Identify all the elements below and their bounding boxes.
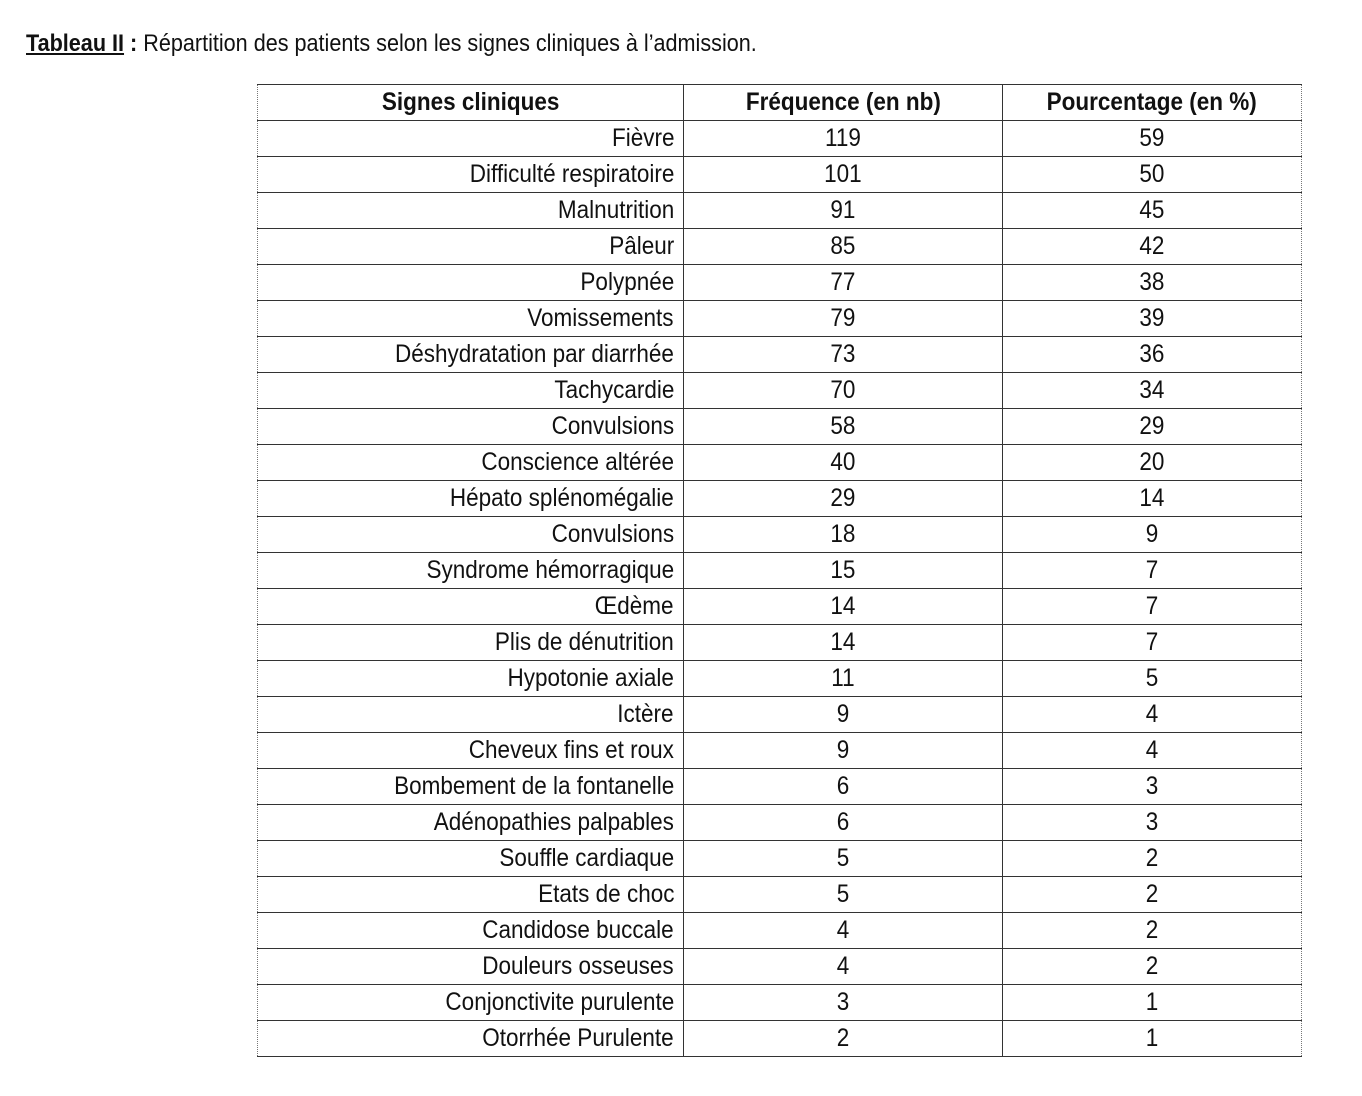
cell-frequence xyxy=(684,301,1003,337)
cell-value: Otorrhée Purulente xyxy=(482,1024,674,1052)
cell-pourcentage xyxy=(1003,877,1302,913)
cell-pourcentage xyxy=(1003,985,1302,1021)
cell-pourcentage xyxy=(1003,157,1302,193)
cell-value: 79 xyxy=(830,304,856,332)
cell-pourcentage xyxy=(1003,301,1302,337)
cell-value: 14 xyxy=(830,628,856,656)
cell-value: 7 xyxy=(1145,556,1159,584)
table-row xyxy=(258,697,1302,733)
table-row xyxy=(258,517,1302,553)
cell-value: 29 xyxy=(1139,412,1165,440)
cell-value: 39 xyxy=(1139,304,1165,332)
cell-value: 7 xyxy=(1145,592,1159,620)
cell-value: Polypnée xyxy=(580,268,674,296)
cell-pourcentage xyxy=(1003,553,1302,589)
cell-value: 1 xyxy=(1145,1024,1159,1052)
cell-frequence xyxy=(684,841,1003,877)
cell-signe xyxy=(258,805,684,841)
cell-signe xyxy=(258,409,684,445)
cell-value: 18 xyxy=(830,520,856,548)
cell-value: 50 xyxy=(1139,160,1165,188)
cell-value: 9 xyxy=(836,736,850,764)
cell-value: 9 xyxy=(1145,520,1159,548)
clinical-signs-table xyxy=(257,84,1302,1057)
cell-value: 34 xyxy=(1139,376,1165,404)
cell-value: 29 xyxy=(830,484,856,512)
cell-value: 4 xyxy=(1145,736,1159,764)
cell-value: Souffle cardiaque xyxy=(499,844,674,872)
cell-value: Ictère xyxy=(617,700,674,728)
cell-frequence xyxy=(684,121,1003,157)
cell-value: Plis de dénutrition xyxy=(495,628,674,656)
cell-pourcentage xyxy=(1003,769,1302,805)
cell-pourcentage xyxy=(1003,337,1302,373)
cell-value: Etats de choc xyxy=(537,880,674,908)
cell-value: 38 xyxy=(1139,268,1165,296)
cell-signe xyxy=(258,913,684,949)
table-row xyxy=(258,589,1302,625)
cell-value: 3 xyxy=(836,988,850,1016)
table-row xyxy=(258,337,1302,373)
cell-pourcentage xyxy=(1003,625,1302,661)
cell-value: 14 xyxy=(830,592,856,620)
cell-pourcentage xyxy=(1003,481,1302,517)
cell-frequence xyxy=(684,229,1003,265)
cell-frequence xyxy=(684,769,1003,805)
cell-value: Douleurs osseuses xyxy=(482,952,674,980)
header-label: Pourcentage (en %) xyxy=(1046,88,1258,116)
cell-value: 5 xyxy=(836,880,850,908)
cell-pourcentage xyxy=(1003,229,1302,265)
cell-value: Hépato splénomégalie xyxy=(450,484,674,512)
cell-pourcentage xyxy=(1003,697,1302,733)
cell-value: 2 xyxy=(1145,844,1159,872)
cell-frequence xyxy=(684,157,1003,193)
cell-pourcentage xyxy=(1003,589,1302,625)
cell-pourcentage xyxy=(1003,193,1302,229)
cell-value: 73 xyxy=(830,340,856,368)
cell-value: 85 xyxy=(830,232,856,260)
cell-signe xyxy=(258,301,684,337)
cell-frequence xyxy=(684,337,1003,373)
cell-value: 7 xyxy=(1145,628,1159,656)
table-row xyxy=(258,445,1302,481)
cell-value: 58 xyxy=(830,412,856,440)
cell-value: 101 xyxy=(824,160,862,188)
table-row xyxy=(258,985,1302,1021)
table-row xyxy=(258,481,1302,517)
cell-pourcentage xyxy=(1003,517,1302,553)
cell-value: 91 xyxy=(830,196,856,224)
table-row xyxy=(258,121,1302,157)
cell-value: 1 xyxy=(1145,988,1159,1016)
cell-frequence xyxy=(684,265,1003,301)
cell-frequence xyxy=(684,877,1003,913)
cell-value: Œdème xyxy=(595,592,674,620)
cell-signe xyxy=(258,697,684,733)
cell-signe xyxy=(258,841,684,877)
cell-value: Vomissements xyxy=(527,304,674,332)
cell-signe xyxy=(258,373,684,409)
cell-value: Bombement de la fontanelle xyxy=(393,772,674,800)
cell-pourcentage xyxy=(1003,805,1302,841)
header-frequence xyxy=(684,85,1003,121)
cell-pourcentage xyxy=(1003,409,1302,445)
cell-value: 4 xyxy=(1145,700,1159,728)
cell-frequence xyxy=(684,733,1003,769)
cell-value: 6 xyxy=(836,808,850,836)
cell-value: 36 xyxy=(1139,340,1165,368)
cell-pourcentage xyxy=(1003,121,1302,157)
header-pourcentage xyxy=(1003,85,1302,121)
cell-value: 59 xyxy=(1139,124,1165,152)
cell-frequence xyxy=(684,553,1003,589)
cell-signe xyxy=(258,877,684,913)
cell-value: 14 xyxy=(1139,484,1165,512)
table-row xyxy=(258,1021,1302,1057)
table-row xyxy=(258,193,1302,229)
cell-value: 9 xyxy=(836,700,850,728)
cell-signe xyxy=(258,229,684,265)
cell-frequence xyxy=(684,373,1003,409)
table-row xyxy=(258,157,1302,193)
cell-value: 2 xyxy=(836,1024,850,1052)
cell-value: 11 xyxy=(831,664,855,692)
cell-value: 5 xyxy=(836,844,850,872)
table-row xyxy=(258,805,1302,841)
table-row xyxy=(258,841,1302,877)
caption-label: Tableau II xyxy=(26,30,125,57)
cell-signe xyxy=(258,769,684,805)
cell-frequence xyxy=(684,589,1003,625)
table-row xyxy=(258,913,1302,949)
table-row xyxy=(258,733,1302,769)
table-caption xyxy=(26,28,757,60)
table-row xyxy=(258,553,1302,589)
cell-value: Déshydratation par diarrhée xyxy=(395,340,674,368)
caption-text: Répartition des patients selon les signes cliniques à l’admission. xyxy=(137,30,757,57)
table-header-row xyxy=(258,85,1302,121)
cell-value: 4 xyxy=(836,916,850,944)
cell-value: 15 xyxy=(830,556,856,584)
cell-frequence xyxy=(684,697,1003,733)
cell-frequence xyxy=(684,985,1003,1021)
cell-value: 4 xyxy=(836,952,850,980)
cell-value: Hypotonie axiale xyxy=(507,664,674,692)
table-row xyxy=(258,625,1302,661)
cell-signe xyxy=(258,265,684,301)
table-row xyxy=(258,265,1302,301)
header-label: Fréquence (en nb) xyxy=(745,88,941,116)
cell-signe xyxy=(258,589,684,625)
cell-signe xyxy=(258,625,684,661)
table-row xyxy=(258,301,1302,337)
cell-value: 77 xyxy=(830,268,856,296)
table-row xyxy=(258,373,1302,409)
cell-frequence xyxy=(684,517,1003,553)
cell-value: Difficulté respiratoire xyxy=(469,160,674,188)
cell-value: 20 xyxy=(1139,448,1165,476)
table-row xyxy=(258,229,1302,265)
cell-pourcentage xyxy=(1003,373,1302,409)
header-label: Signes cliniques xyxy=(381,88,560,116)
cell-pourcentage xyxy=(1003,265,1302,301)
cell-signe xyxy=(258,193,684,229)
cell-value: Pâleur xyxy=(608,232,674,260)
cell-value: Syndrome hémorragique xyxy=(426,556,674,584)
table-row xyxy=(258,661,1302,697)
cell-frequence xyxy=(684,481,1003,517)
cell-value: 2 xyxy=(1145,916,1159,944)
cell-value: 42 xyxy=(1139,232,1165,260)
cell-frequence xyxy=(684,805,1003,841)
caption-separator: : xyxy=(124,30,138,57)
cell-signe xyxy=(258,337,684,373)
cell-value: Convulsions xyxy=(551,412,674,440)
cell-frequence xyxy=(684,949,1003,985)
cell-value: Candidose buccale xyxy=(482,916,674,944)
cell-pourcentage xyxy=(1003,841,1302,877)
cell-pourcentage xyxy=(1003,913,1302,949)
cell-value: 45 xyxy=(1139,196,1165,224)
cell-signe xyxy=(258,553,684,589)
cell-value: 119 xyxy=(825,124,861,152)
cell-value: Cheveux fins et roux xyxy=(468,736,674,764)
table-row xyxy=(258,949,1302,985)
cell-signe xyxy=(258,661,684,697)
cell-value: Conjonctivite purulente xyxy=(445,988,674,1016)
cell-value: Tachycardie xyxy=(553,376,674,404)
cell-pourcentage xyxy=(1003,661,1302,697)
cell-value: Malnutrition xyxy=(557,196,674,224)
cell-value: Convulsions xyxy=(551,520,674,548)
cell-frequence xyxy=(684,445,1003,481)
cell-pourcentage xyxy=(1003,445,1302,481)
cell-value: 3 xyxy=(1145,808,1159,836)
cell-value: Conscience altérée xyxy=(481,448,674,476)
cell-value: 5 xyxy=(1145,664,1159,692)
cell-value: Adénopathies palpables xyxy=(433,808,674,836)
cell-value: 40 xyxy=(830,448,856,476)
cell-value: 6 xyxy=(836,772,850,800)
cell-signe xyxy=(258,157,684,193)
cell-value: Fièvre xyxy=(611,124,674,152)
cell-signe xyxy=(258,949,684,985)
cell-signe xyxy=(258,1021,684,1057)
cell-frequence xyxy=(684,913,1003,949)
cell-signe xyxy=(258,985,684,1021)
table-body xyxy=(258,121,1302,1057)
table-row xyxy=(258,409,1302,445)
cell-frequence xyxy=(684,409,1003,445)
table-row xyxy=(258,769,1302,805)
cell-signe xyxy=(258,481,684,517)
cell-frequence xyxy=(684,625,1003,661)
cell-value: 70 xyxy=(830,376,856,404)
cell-signe xyxy=(258,733,684,769)
cell-value: 2 xyxy=(1145,880,1159,908)
cell-frequence xyxy=(684,193,1003,229)
cell-pourcentage xyxy=(1003,1021,1302,1057)
cell-value: 2 xyxy=(1145,952,1159,980)
cell-frequence xyxy=(684,1021,1003,1057)
cell-signe xyxy=(258,445,684,481)
cell-value: 3 xyxy=(1145,772,1159,800)
cell-pourcentage xyxy=(1003,733,1302,769)
table-row xyxy=(258,877,1302,913)
header-signes-cliniques xyxy=(258,85,684,121)
cell-pourcentage xyxy=(1003,949,1302,985)
cell-signe xyxy=(258,121,684,157)
cell-frequence xyxy=(684,661,1003,697)
cell-signe xyxy=(258,517,684,553)
